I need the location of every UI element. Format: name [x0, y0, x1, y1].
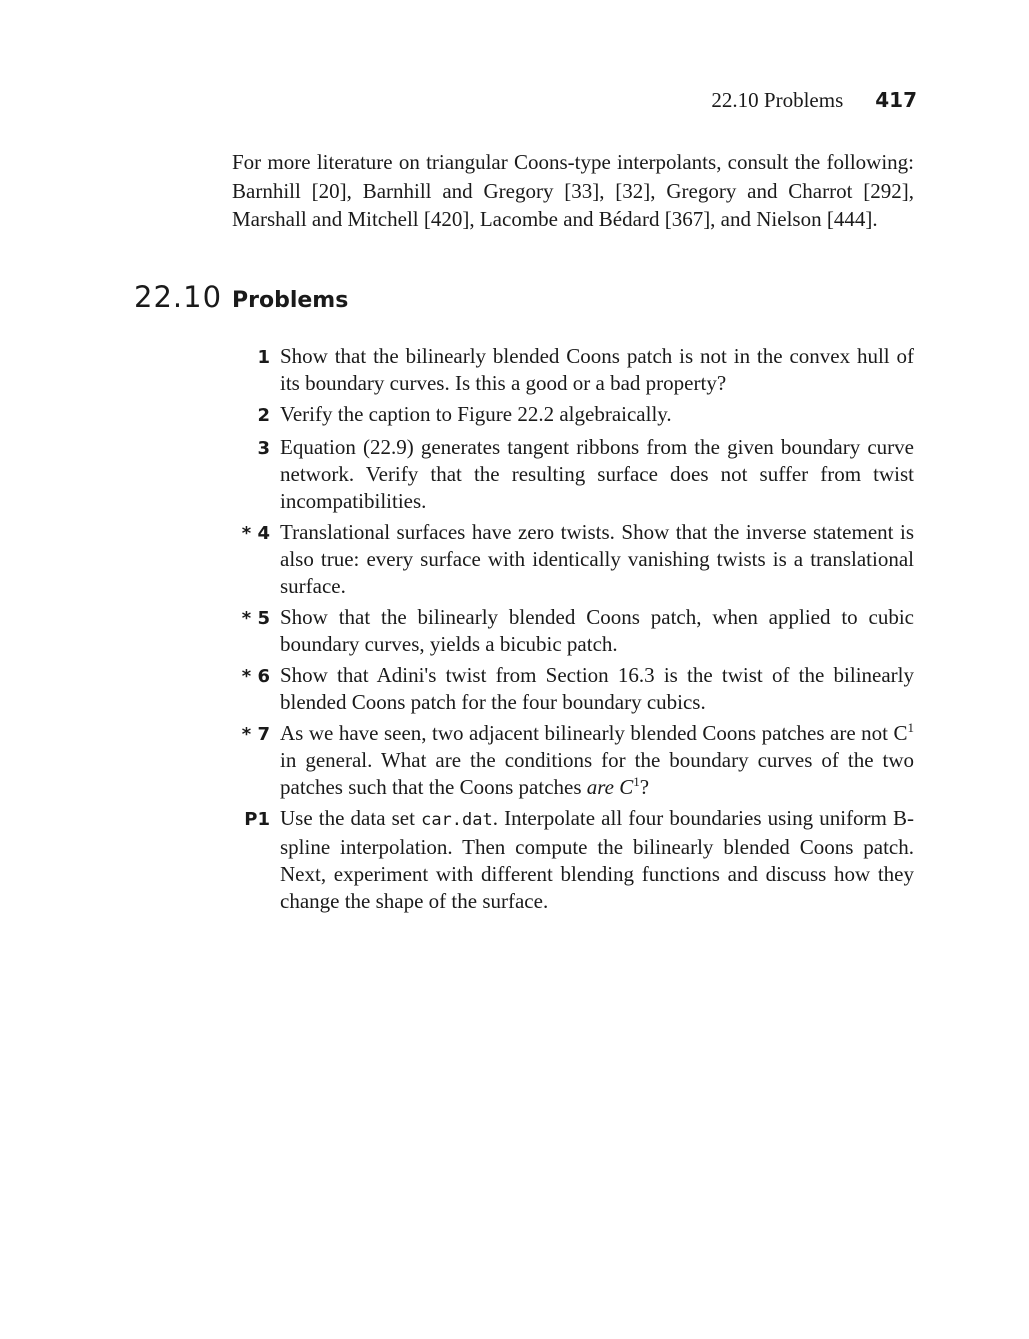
problem-number: * 5 — [241, 608, 270, 629]
problem-text — [280, 720, 914, 801]
problem-text-part: Use the data set — [280, 806, 422, 830]
problem-number: 3 — [257, 438, 270, 459]
problem-text: Translational surfaces have zero twists. Show that the inverse statement is also true: every surface with identically vanishing twists is a translational surface. — [280, 520, 914, 598]
running-head — [711, 88, 917, 113]
problem-text-part: ? — [639, 775, 650, 799]
problem-number: 2 — [257, 405, 270, 426]
data-filename: car.dat — [421, 810, 493, 830]
problem-text-part: in general. What are the conditions for the boundary curves of the two patches such that the Coons patches — [280, 748, 914, 799]
problem-text: Show that Adini's twist from Section 16.3 is the twist of the bilinearly blended Coons patch for the four boundary cubics. — [280, 663, 914, 714]
problem-text-part: As we have seen, two adjacent bilinearly blended Coons patches are not C — [280, 721, 908, 745]
problem-text: Verify the caption to Figure 22.2 algebraically. — [280, 402, 672, 426]
problem-text — [280, 805, 914, 915]
section-heading — [134, 280, 348, 314]
problem-text-part: . Interpolate all four boundaries using uniform B-spline interpolation. Then compute the bilinearly blended Coons patch. Next, experiment with different blending functions and discuss how they change the shape of the surface. — [280, 806, 915, 913]
problem-item — [232, 662, 914, 716]
problem-number: 1 — [257, 347, 270, 368]
page-number: 417 — [875, 88, 917, 112]
section-title: Problems — [232, 288, 349, 313]
problem-item — [232, 805, 914, 915]
superscript: 1 — [907, 720, 914, 735]
emphasis: are C — [586, 775, 634, 799]
problem-text: Equation (22.9) generates tangent ribbons from the given boundary curve network. Verify that the resulting surface does not suffer from twist incompatibilities. — [280, 435, 914, 513]
problem-text: Show that the bilinearly blended Coons patch, when applied to cubic boundary curves, yields a bicubic patch. — [280, 605, 914, 656]
running-head-title: 22.10 Problems — [711, 88, 844, 112]
problem-item — [232, 401, 914, 430]
problem-number: P1 — [244, 809, 270, 830]
problem-number: * 6 — [241, 666, 270, 687]
problem-number: * 4 — [241, 523, 270, 544]
problem-number: * 7 — [241, 724, 270, 745]
problem-item — [232, 434, 914, 515]
problem-item — [232, 343, 914, 397]
problem-item — [232, 604, 914, 658]
problem-item — [232, 519, 914, 600]
superscript: 1 — [633, 774, 640, 789]
problem-item — [232, 720, 914, 801]
problem-text: Show that the bilinearly blended Coons patch is not in the convex hull of its boundary curves. Is this a good or a bad property? — [280, 344, 914, 395]
intro-paragraph: For more literature on triangular Coons-type interpolants, consult the following: Barnhill [20], Barnhill and Gregory [33], [32], Gregory and Charrot [292], Marshall and Mitchell [420], Lacombe and Bédard [367], and Nielson [444]. — [232, 150, 914, 231]
section-number: 22.10 — [134, 280, 223, 314]
problem-list — [232, 343, 914, 919]
